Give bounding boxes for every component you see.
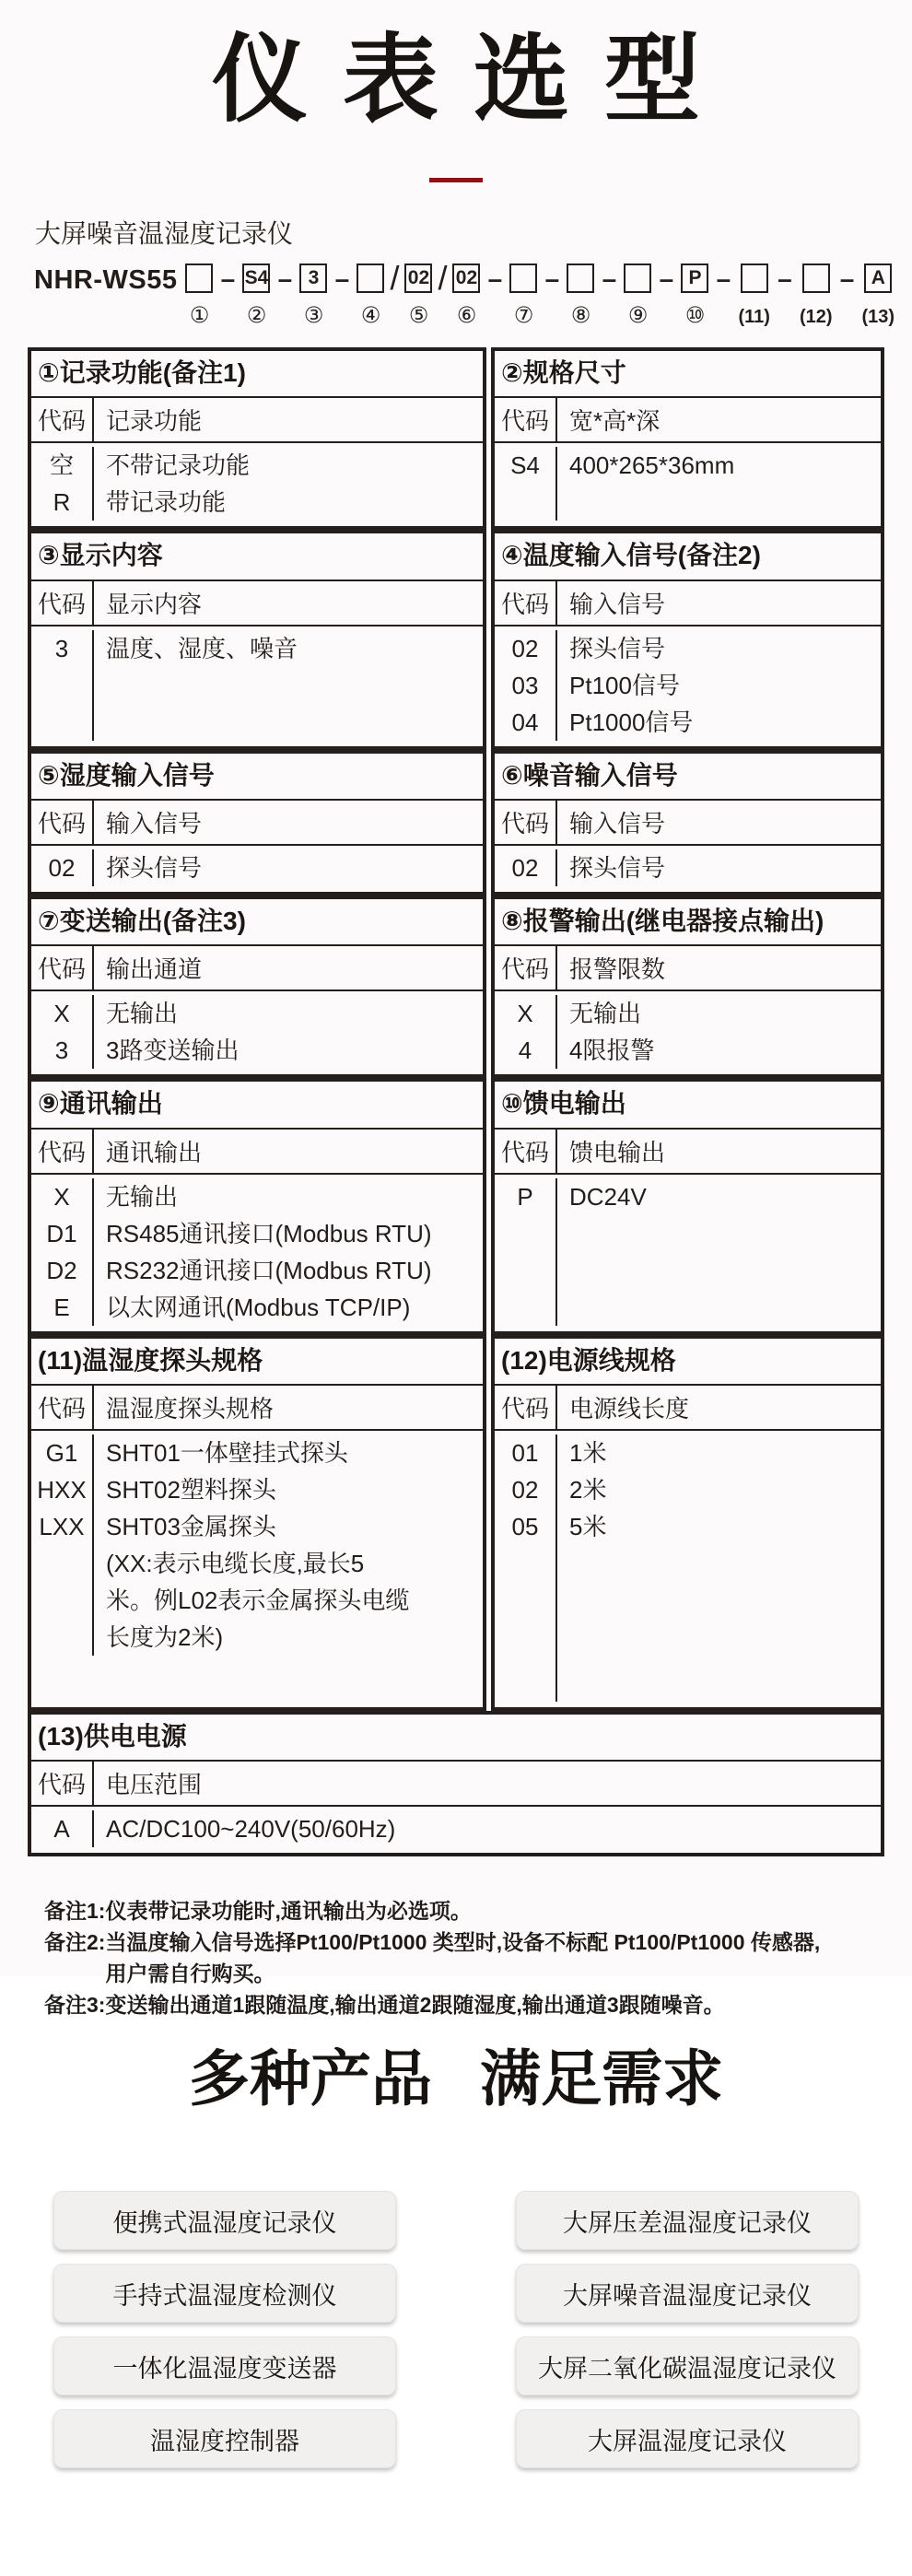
desc-header-cell: 馈电输出: [569, 1138, 666, 1166]
table-title: (11)温湿度探头规格: [31, 1339, 483, 1386]
model-code-box: 3: [299, 263, 327, 293]
model-code-box: 02: [452, 263, 480, 293]
spec-table: [28, 896, 486, 1078]
code-header-cell: 代码: [495, 801, 557, 844]
code-column: [495, 630, 557, 741]
desc-header-cell: 通讯输出: [106, 1138, 203, 1166]
desc-column: [94, 1178, 483, 1326]
desc-cell: 温度、湿度、噪音: [106, 634, 298, 662]
model-code-row: [34, 258, 912, 328]
dash-separator: –: [487, 263, 503, 293]
desc-cell: SHT03金属探头: [106, 1513, 276, 1541]
position-number: ②: [246, 302, 267, 328]
table-body: [495, 1175, 881, 1331]
table-body: [31, 1431, 483, 1707]
position-number: (11): [738, 306, 770, 327]
model-position: [185, 263, 213, 327]
code-column: [495, 1178, 557, 1326]
model-position: [862, 263, 895, 326]
position-number: (13): [861, 306, 895, 327]
code-column: [31, 849, 94, 886]
desc-cell: DC24V: [569, 1182, 647, 1211]
product-button[interactable]: 大屏噪音温湿度记录仪: [516, 2264, 859, 2323]
spec-tables-grid: [28, 347, 884, 1857]
code-header-cell: 代码: [31, 581, 94, 625]
model-code-box: A: [864, 263, 892, 293]
spec-table: [491, 750, 884, 896]
dash-separator: –: [220, 263, 236, 293]
model-code-box: [741, 263, 768, 293]
position-number: ①: [189, 302, 210, 328]
code-column: [495, 447, 557, 521]
code-cell: 3: [54, 1036, 69, 1065]
code-cell: 03: [511, 671, 539, 699]
position-number: ⑩: [684, 302, 706, 328]
desc-cell: 4限报警: [569, 1036, 655, 1065]
model-position: [800, 263, 833, 326]
product-buttons-grid: [53, 2191, 859, 2468]
table-body: [31, 1175, 483, 1331]
table-title: ⑥噪音输入信号: [495, 754, 881, 801]
code-cell: 4: [518, 1036, 532, 1065]
spec-table: [28, 530, 486, 749]
table-header-row: [31, 801, 483, 846]
code-column: [31, 1178, 94, 1326]
desc-column: [94, 447, 483, 521]
dash-separator: –: [659, 263, 674, 293]
dash-separator: –: [602, 263, 617, 293]
desc-cell: RS232通讯接口(Modbus RTU): [106, 1256, 432, 1284]
desc-cell: 探头信号: [106, 853, 203, 882]
desc-column: [94, 1810, 881, 1847]
position-number: ③: [303, 302, 324, 328]
table-title: (13)供电电源: [31, 1715, 881, 1762]
desc-cell: RS485通讯接口(Modbus RTU): [106, 1219, 432, 1247]
table-header-row: [31, 1762, 881, 1807]
desc-header-cell: 输入信号: [569, 590, 666, 618]
dash-separator: –: [778, 263, 792, 293]
desc-column: [557, 447, 881, 521]
code-cell: X: [53, 1182, 70, 1211]
spec-table: [491, 1335, 884, 1711]
table-header-row: [31, 946, 483, 991]
desc-column: [557, 1178, 881, 1326]
desc-cell: 无输出: [106, 1000, 179, 1028]
note-line: 变送输出通道1跟随温度,输出通道2跟随湿度,输出通道3跟随噪音。: [105, 1993, 725, 2018]
spec-table: [491, 1078, 884, 1334]
table-body: [31, 443, 483, 526]
spec-table: [28, 1335, 486, 1711]
note-label: 备注3:: [44, 1993, 106, 2018]
model-code-box: S4: [242, 263, 270, 293]
model-code-box: [357, 263, 384, 293]
desc-cell: 带记录功能: [106, 488, 227, 517]
table-title: ⑧报警输出(继电器接点输出): [495, 899, 881, 946]
note-lines: [105, 1926, 820, 1989]
spec-table: [28, 1711, 884, 1856]
desc-header-cell: 电压范围: [106, 1771, 203, 1799]
model-code-box: [624, 263, 651, 293]
code-cell: 3: [54, 634, 69, 662]
cell-note-line: (XX:表示电缆长度,最长5: [106, 1550, 365, 1578]
desc-header-cell: 记录功能: [106, 407, 203, 436]
dash-separator: –: [716, 263, 731, 293]
model-position: [738, 263, 769, 326]
code-cell: 01: [511, 1439, 539, 1468]
table-header-row: [31, 1386, 483, 1431]
desc-cell: 1米: [569, 1439, 607, 1468]
code-header-cell: 代码: [31, 398, 94, 441]
code-cell: D2: [46, 1256, 77, 1284]
position-number: (12): [799, 306, 833, 327]
position-number: ⑦: [513, 302, 534, 328]
dash-separator: –: [277, 263, 293, 293]
code-header-cell: 代码: [31, 1762, 94, 1805]
spec-table: [28, 1078, 486, 1334]
model-code-box: [185, 263, 213, 293]
code-header-cell: 代码: [495, 398, 557, 441]
code-header-cell: 代码: [31, 946, 94, 989]
model-code-box: P: [681, 263, 708, 293]
code-cell: 02: [511, 634, 539, 662]
model-position: [681, 263, 708, 327]
table-header-row: [31, 581, 483, 626]
code-cell: A: [53, 1815, 70, 1844]
code-column: [31, 630, 94, 741]
model-position: [452, 263, 480, 327]
code-cell: 02: [511, 853, 539, 882]
slash-separator: /: [438, 258, 448, 297]
desc-cell: 2米: [569, 1476, 607, 1505]
table-body: [31, 846, 483, 892]
table-title: ③显示内容: [31, 533, 483, 580]
model-position: [567, 263, 594, 327]
position-number: ④: [360, 302, 381, 328]
code-cell: G1: [45, 1439, 78, 1468]
table-title: ⑨通讯输出: [31, 1082, 483, 1129]
desc-column: [557, 1434, 881, 1702]
product-subtitle: 大屏噪音温湿度记录仪: [35, 218, 294, 248]
product-button[interactable]: 大屏温湿度记录仪: [516, 2409, 859, 2468]
desc-header-cell: 报警限数: [569, 955, 666, 984]
code-cell: 空: [49, 451, 74, 480]
desc-header-cell: 宽*高*深: [569, 407, 661, 436]
products-heading-left: 多种产品: [189, 2044, 432, 2113]
desc-cell: SHT01一体壁挂式探头: [106, 1439, 348, 1468]
table-header-row: [31, 398, 483, 443]
table-body: [495, 1431, 881, 1707]
note-line: 当温度输入信号选择Pt100/Pt1000 类型时,设备不标配 Pt100/Pt1000 传感器,: [105, 1930, 821, 1955]
code-cell: D1: [46, 1219, 77, 1247]
cell-note-line: 长度为2米): [106, 1623, 224, 1652]
desc-column: [94, 1434, 483, 1656]
model-position: [299, 263, 327, 327]
products-heading-right: 满足需求: [480, 2044, 723, 2113]
model-code-box: [802, 263, 830, 293]
code-column: [31, 1810, 94, 1847]
position-number: ⑨: [627, 302, 649, 328]
note-row: [44, 1926, 912, 1989]
table-title: ①记录功能(备注1): [31, 351, 483, 398]
table-title: ⑦变送输出(备注3): [31, 899, 483, 946]
table-title: ④温度输入信号(备注2): [495, 533, 881, 580]
model-position: [242, 263, 270, 327]
desc-cell: 不带记录功能: [106, 451, 251, 480]
dash-separator: –: [334, 263, 350, 293]
desc-cell: 3路变送输出: [106, 1036, 240, 1065]
desc-cell: 400*265*36mm: [569, 451, 735, 480]
code-header-cell: 代码: [31, 1130, 94, 1173]
desc-cell: Pt100信号: [569, 671, 680, 699]
desc-column: [94, 630, 483, 741]
table-header-row: [495, 946, 881, 991]
table-header-row: [495, 398, 881, 443]
desc-column: [557, 630, 881, 741]
code-cell: HXX: [37, 1476, 87, 1505]
code-cell: 04: [511, 708, 539, 736]
spec-table: [491, 530, 884, 749]
code-cell: X: [517, 1000, 533, 1028]
desc-column: [94, 849, 483, 886]
code-column: [495, 995, 557, 1069]
code-cell: R: [53, 488, 71, 517]
table-header-row: [495, 581, 881, 626]
position-number: ⑥: [456, 302, 477, 328]
model-position: [357, 263, 384, 327]
desc-cell: SHT02塑料探头: [106, 1476, 276, 1505]
table-header-row: [495, 1386, 881, 1431]
code-column: [495, 849, 557, 886]
desc-column: [557, 849, 881, 886]
code-cell: P: [517, 1182, 533, 1211]
desc-header-cell: 温湿度探头规格: [106, 1395, 275, 1423]
desc-cell: 探头信号: [569, 853, 666, 882]
code-cell: LXX: [39, 1513, 85, 1541]
desc-cell: AC/DC100~240V(50/60Hz): [106, 1815, 396, 1844]
code-header-cell: 代码: [31, 801, 94, 844]
table-title: (12)电源线规格: [495, 1339, 881, 1386]
desc-column: [557, 995, 881, 1069]
product-button[interactable]: 手持式温湿度检测仪: [53, 2264, 396, 2323]
dash-separator: –: [839, 263, 855, 293]
product-button[interactable]: 温湿度控制器: [53, 2409, 396, 2468]
note-line: 仪表带记录功能时,通讯输出为必选项。: [105, 1899, 472, 1924]
code-column: [495, 1434, 557, 1702]
title-accent-dash: [429, 178, 483, 182]
desc-cell: 探头信号: [569, 634, 666, 662]
code-cell: X: [53, 1000, 70, 1028]
spec-table: [491, 896, 884, 1078]
desc-cell: 无输出: [569, 1000, 642, 1028]
note-label: 备注1:: [44, 1899, 106, 1924]
model-code-box: 02: [404, 263, 432, 293]
note-lines: [105, 1989, 724, 2020]
table-body: [31, 1807, 881, 1853]
table-body: [495, 626, 881, 746]
model-position: [624, 263, 651, 327]
desc-cell: 以太网通讯(Modbus TCP/IP): [106, 1293, 411, 1321]
spec-table: [28, 750, 486, 896]
code-header-cell: 代码: [31, 1386, 94, 1429]
model-code-box: [509, 263, 537, 293]
desc-header-cell: 电源线长度: [569, 1395, 690, 1423]
desc-header-cell: 显示内容: [106, 590, 203, 618]
code-column: [31, 447, 94, 521]
table-body: [495, 443, 881, 526]
spec-table: [491, 347, 884, 530]
table-title: ②规格尺寸: [495, 351, 881, 398]
desc-cell: 无输出: [106, 1182, 179, 1211]
code-header-cell: 代码: [495, 1386, 557, 1429]
page-title: 仪表选型: [211, 27, 735, 134]
position-number: ⑤: [408, 302, 429, 328]
model-position: [404, 263, 432, 327]
code-header-cell: 代码: [495, 1130, 557, 1173]
product-button[interactable]: 便携式温湿度记录仪: [53, 2191, 396, 2250]
code-header-cell: 代码: [495, 946, 557, 989]
code-column: [31, 995, 94, 1069]
code-header-cell: 代码: [495, 581, 557, 625]
code-cell: 05: [511, 1513, 539, 1541]
model-positions: [185, 258, 895, 328]
model-prefix: NHR-WS55: [34, 264, 178, 295]
products-section: [0, 1976, 912, 2468]
table-body: [495, 846, 881, 892]
product-button[interactable]: 一体化温湿度变送器: [53, 2336, 396, 2395]
desc-cell: 5米: [569, 1513, 607, 1541]
model-position: [509, 263, 537, 327]
dash-separator: –: [544, 263, 560, 293]
table-body: [31, 626, 483, 746]
position-number: ⑧: [570, 302, 591, 328]
code-cell: 02: [48, 853, 76, 882]
desc-header-cell: 输入信号: [106, 809, 203, 837]
table-body: [31, 991, 483, 1074]
note-label: 备注2:: [44, 1930, 106, 1955]
code-column: [31, 1434, 94, 1656]
table-header-row: [31, 1130, 483, 1175]
spec-table: [28, 347, 486, 530]
table-title: ⑩馈电输出: [495, 1082, 881, 1129]
product-button[interactable]: 大屏压差温湿度记录仪: [516, 2191, 859, 2250]
desc-header-cell: 输入信号: [569, 809, 666, 837]
cell-note-line: 米。例L02表示金属探头电缆: [106, 1587, 410, 1615]
table-header-row: [495, 801, 881, 846]
code-cell: S4: [510, 451, 540, 480]
desc-cell: Pt1000信号: [569, 708, 694, 736]
model-code-box: [567, 263, 594, 293]
code-cell: 02: [511, 1476, 539, 1505]
slash-separator: /: [390, 258, 400, 297]
desc-header-cell: 输出通道: [106, 955, 203, 984]
note-lines: [105, 1895, 471, 1926]
note-row: [44, 1895, 912, 1926]
desc-column: [94, 995, 483, 1069]
table-body: [495, 991, 881, 1074]
note-line: 用户需自行购买。: [105, 1961, 275, 1986]
table-header-row: [495, 1130, 881, 1175]
code-cell: E: [53, 1293, 70, 1321]
product-button[interactable]: 大屏二氧化碳温湿度记录仪: [516, 2336, 859, 2395]
table-title: ⑤湿度输入信号: [31, 754, 483, 801]
